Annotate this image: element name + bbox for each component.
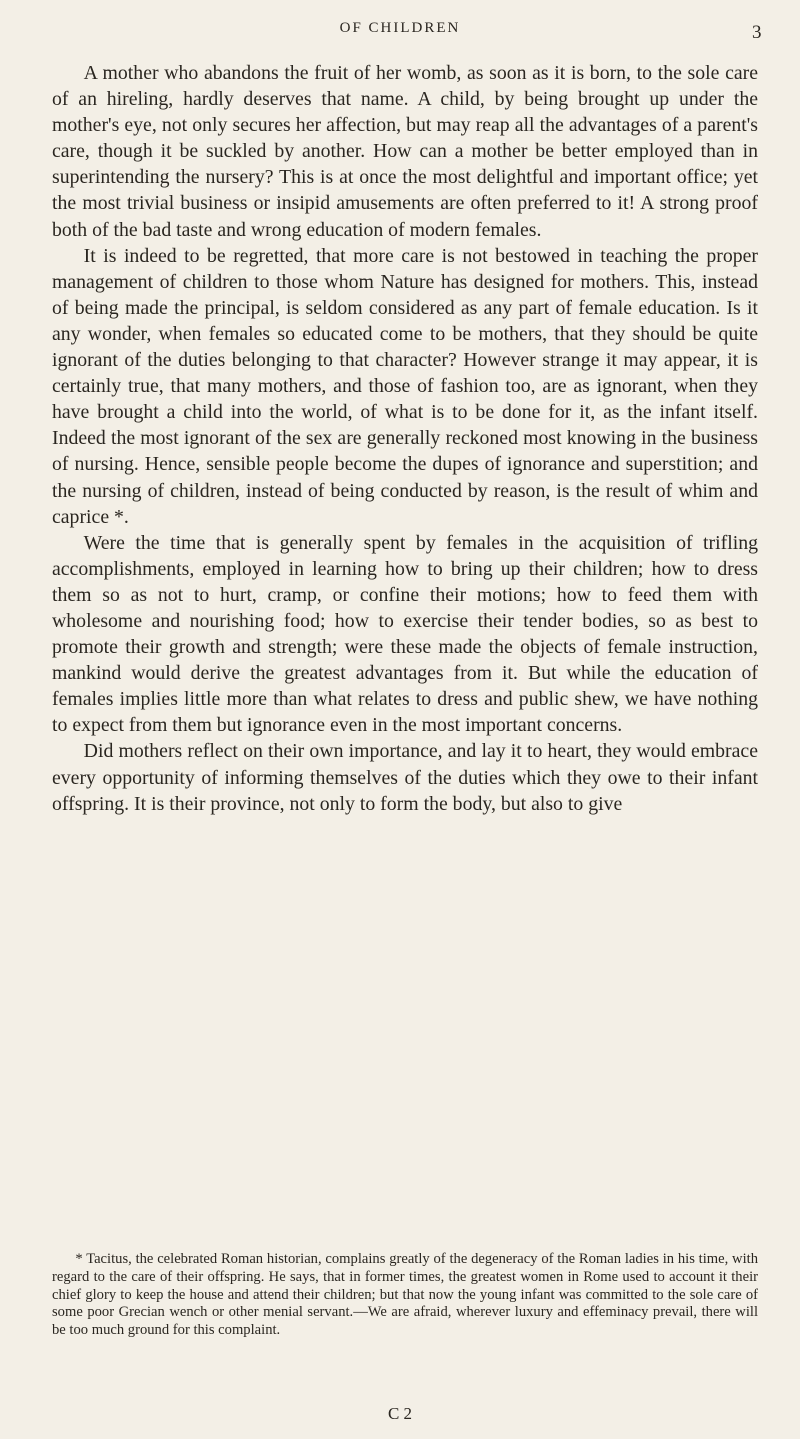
footnote <box>52 1251 758 1340</box>
paragraph: A mother who abandons the fruit of her womb, as soon as it is born, to the sole care of an hireling, hardly deserves that name. A child, by being brought up under the mother's eye, not only secures her affection, but may reap all the advantages of a parent's care, though it be suckled by another. How can a mother be better employed than in superintending the nursery? This is at once the most delightful and important office; yet the most trivial business or insipid amusements are often preferred to it! A strong proof both of the bad taste and wrong education of modern females. <box>52 62 758 241</box>
signature-mark: C 2 <box>387 1404 413 1423</box>
paragraph: It is indeed to be regretted, that more care is not bestowed in teaching the proper management of children to those whom Nature has designed for mothers. This, instead of being made the principal, is seldom considered as any part of female education. Is it any wonder, when females so educated come to be mothers, that they should be quite ignorant of the duties belonging to that character? However strange it may appear, it is certainly true, that many mothers, and those of fashion too, are as ignorant, when they have brought a child into the world, of what is to be done for it, as the infant itself. Indeed the most ignorant of the sex are generally reckoned most knowing in the business of nursing. Hence, sensible people become the dupes of ignorance and superstition; and the nursing of children, instead of being conducted by reason, is the result of whim and caprice *. <box>52 244 758 528</box>
footnote-text: * Tacitus, the celebrated Roman historian, complains greatly of the degeneracy of the Roman ladies in his time, with regard to the care of their offspring. He says, that in former times, the greatest women in Rome used to account it their chief glory to keep the house and attend their children; but that now the young infant was committed to the sole care of some poor Grecian wench or other menial servant.—We are afraid, wherever luxury and effeminacy prevail, there will be too much ground for this complaint. <box>52 1251 758 1339</box>
body-text <box>52 60 758 817</box>
page-number: 3 <box>752 22 762 43</box>
paragraph: Did mothers reflect on their own importance, and lay it to heart, they would embrace every opportunity of informing themselves of the duties which they owe to their infant offspring. It is their province, not only to form the body, but also to give <box>52 740 758 815</box>
running-title: OF CHILDREN <box>339 20 461 36</box>
paragraph: Were the time that is generally spent by females in the acquisition of trifling accomplishments, employed in learning how to bring up their children; how to dress them so as not to hurt, cramp, or confine their motions; how to feed them with wholesome and nourishing food; how to exercise their tender bodies, so as best to promote their growth and strength; were these made the objects of female instruction, mankind would derive the greatest advantages from it. But while the education of females implies little more than what relates to dress and public shew, we have nothing to expect from them but ignorance even in the most important concerns. <box>52 531 758 737</box>
